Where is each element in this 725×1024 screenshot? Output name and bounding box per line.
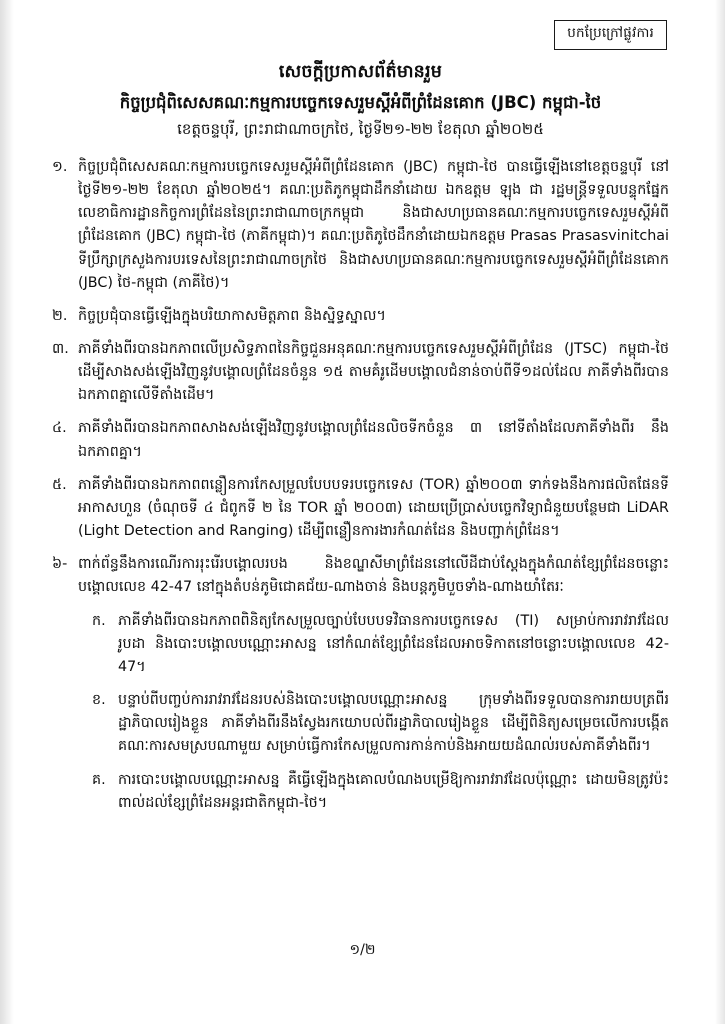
- page-number: ១/២: [349, 942, 376, 958]
- item-text: ភាគីទាំងពីរបានឯកភាពលើប្រសិទ្ធភាពនៃកិច្ចជួនអនុគណៈកម្មការបច្ចេកទេសរួមស្តីអំពីព្រំដែន (JTSC) កម្ពុជា-ថៃ ដើម្បីសាងសង់ឡើងវិញនូវបង្គោលព្រំដែនចំនួន ១៥ តាមគំរូដើមបង្គោលជំនាន់ចាប់ពីទី១ដល់ដែល ភាគីទាំងពីរបានឯកភាពគ្នាលើទីតាំងដើម។: [78, 341, 669, 404]
- subitem-text: បន្ទាប់ពីបញ្ចប់ការរាវរាវដែនរបស់និងបោះបង្គោលបណ្ណោះអាសន្ន ក្រុមទាំងពីរទទួលបានការរាយបត្រពីរដ្ឋាភិបាលរៀងខ្លួន ភាគីទាំងពីរនឹងស្វែងរកយោបល់ពីរដ្ឋាភិបាលរៀងខ្លួន ដើម្បីពិនិត្យសម្រេចលើការបង្កើតគណៈការសមស្របណាមួយ សម្រាប់ធ្វើការកែសម្រួលការកាន់កាប់និងអាយយដំណល់របស់ភាគីទាំងពីរ។: [118, 692, 669, 755]
- item-text: កិច្ចប្រជុំបានធ្វើឡើងក្នុងបរិយាកាសមិត្តភាព និងស្និទ្ធស្នាល។: [78, 307, 386, 324]
- item-text: ភាគីទាំងពីរបានឯកភាពពន្លឿនការកែសម្រួលបែបបទរបច្ចេកទេស (TOR) ឆ្នាំ២០០៣ ទាក់ទងនឹងការផលិតផែនទីអាកាសហួន (ចំណុចទី ៤ ជំពូកទី ២ នៃ TOR ឆ្នាំ ២០០៣) ដោយប្រើប្រាស់បច្ចេកវិទ្យាជំនួយបន្ថែមជា LiDAR (Light Detection and Ranging) ដើម្បីពន្លឿនការងារកំណត់ដែន និងបញ្ជាក់ព្រំដែន។: [78, 476, 669, 540]
- subitem-text: ភាគីទាំងពីរបានឯកភាពពិនិត្យកែសម្រួលច្បាប់បែបបទវិធានការបច្ចេកទេស (TI) សម្រាប់ការរាវរាវដែលរូបដា និងបោះបង្គោលបណ្ណោះអាសន្ន នៅកំណត់ខ្សែព្រំដែនដែលអាចទិកាតនៅចន្លោះបង្គោលលេខ 42-47។: [118, 612, 669, 675]
- numbered-item: [52, 474, 669, 543]
- lettered-subitem: [92, 689, 669, 758]
- numbered-item: [52, 553, 669, 599]
- item-text: ភាគីទាំងពីរបានឯកភាពសាងសង់ឡើងវិញនូវបង្គោលព្រំដែនលិចទីកចំនួន ៣ នៅទីតាំងដែលភាគីទាំងពីរ នឹងឯកភាពគ្នា។: [78, 420, 669, 460]
- lettered-subitem: [92, 769, 669, 815]
- item-number: ១.: [52, 158, 68, 175]
- item-number: ៤.: [52, 420, 67, 437]
- item-number: ៥.: [52, 476, 67, 493]
- stamp-label: បកប្រែក្រៅផ្លូវការ: [567, 25, 654, 41]
- item-text: កិច្ចប្រជុំពិសេសគណៈកម្មការបច្ចេកទេសរួមស្តីអំពីព្រំដែនគោក (JBC) កម្ពុជា-ថៃ បានធ្វើឡើងនៅខេត្តចន្ទបុរី នៅថ្ងៃទី២១-២២ ខែតុលា ឆ្នាំ២០២៥។ គណៈប្រតិភូកម្ពុជាដឹកនាំដោយ ឯកឧត្តម ឡុង ជា រដ្ឋមន្ត្រីទទួលបន្ទុកផ្នែកលេខាធិការដ្ឋានកិច្ចការព្រំដែននៃព្រះរាជាណាចក្រកម្ពុជា និងជាសហប្រធានគណៈកម្មការបច្ចេកទេសរួមស្តីអំពីព្រំដែនគោក (JBC) កម្ពុជា-ថៃ (ភាគីកម្ពុជា)។ គណៈប្រតិភូថៃដឹកនាំដោយឯកឧត្តម Prasas Prasasvinitchai ទីប្រឹក្សាក្រសួងការបរទេសនៃព្រះរាជាណាចក្រថៃ និងជាសហប្រធានគណៈកម្មការបច្ចេកទេសរួមស្តីអំពីព្រំដែនគោក (JBC) ថៃ-កម្ពុជា (ភាគីថៃ)។: [78, 158, 669, 291]
- document-title-block: [52, 60, 669, 140]
- numbered-item: [52, 156, 669, 295]
- item-number: ២.: [52, 307, 68, 324]
- item-number: ៣.: [52, 341, 69, 358]
- subitem-letter: ក.: [92, 612, 106, 629]
- lettered-subitem: [92, 610, 669, 679]
- document-content: [52, 156, 669, 815]
- numbered-item: [52, 417, 669, 463]
- numbered-item: [52, 305, 669, 328]
- item-number: ៦-: [52, 556, 68, 573]
- subitem-text: ការបោះបង្គោលបណ្ណោះអាសន្ន គឺធ្វើឡើងក្នុងគោលបំណងបម្រើឱ្យការរាវរាវដែលប៉ុណ្ណោះ ដោយមិនត្រូវប៉ះពាល់ដល់ខ្សែព្រំដែនអន្តរជាតិកម្ពុជា-ថៃ។: [118, 771, 669, 811]
- subitem-letter: គ.: [92, 771, 106, 788]
- title-line-3: ខេត្តចន្ទបុរី, ព្រះរាជាណាចក្រថៃ, ថ្ងៃទី២១-២២ ខែតុលា ឆ្នាំ២០២៥: [177, 119, 544, 138]
- title-line-2: កិច្ចប្រជុំពិសេសគណៈកម្មការបច្ចេកទេសរួមស្តីអំពីព្រំដែនគោក (JBC) កម្ពុជា-ថៃ: [119, 93, 602, 112]
- title-line-1: សេចក្តីប្រកាសព័ត៌មានរួម: [278, 62, 443, 82]
- item-text: ពាក់ព័ន្ធនឹងការណើរការរុះរើរបង្គោលរបង និងខណ្ឌសីមាព្រំដែននៅលើដីជាប់ស្តែងក្នុងកំណត់ខ្សែព្រំដែនចន្លោះបង្គោលលេខ 42-47 នៅក្នុងតំបន់ភូមិជោគជ័យ-ណាងចាន់ និងបន្តភូមិបួចទាំង-ណាងយាំតែរៈ: [78, 556, 669, 596]
- subitem-letter: ខ.: [92, 692, 106, 709]
- numbered-item: [52, 338, 669, 407]
